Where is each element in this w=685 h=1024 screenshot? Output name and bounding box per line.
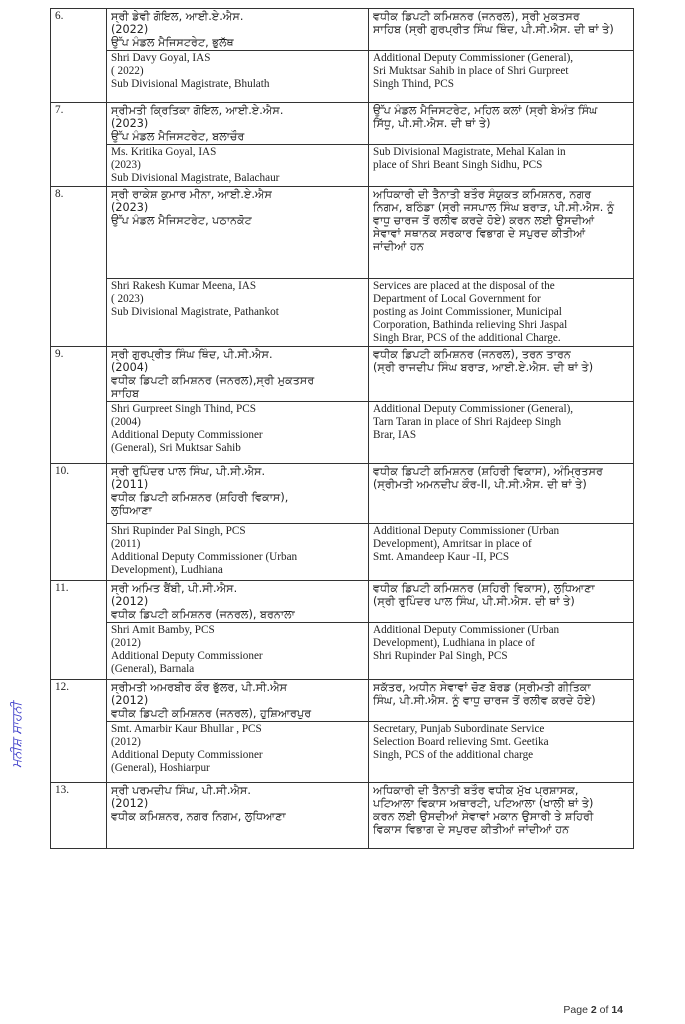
- officer-english-line: (General), Hoshiarpur: [111, 762, 210, 774]
- officer-english-line: Additional Deputy Commissioner: [111, 650, 263, 662]
- officer-english-line: (2011): [111, 538, 141, 550]
- serial-number: 8.: [51, 187, 107, 347]
- posting-english-line: Secretary, Punjab Subordinate Service: [373, 723, 545, 735]
- officer-punjabi-line: ਉੱਪ ਮੰਡਲ ਮੈਜਿਸਟਰੇਟ, ਬਲਾਚੌਰ: [111, 130, 245, 143]
- serial-number: 7.: [51, 103, 107, 187]
- posting-english-line: Development), Ludhiana in place of: [373, 637, 535, 649]
- officer-punjabi: [107, 347, 369, 402]
- serial-number: 10.: [51, 464, 107, 581]
- officer-english-line: ( 2022): [111, 65, 144, 77]
- table-row: [51, 187, 634, 279]
- posting-punjabi-line: ਨਿਗਮ, ਬਠਿੰਡਾ (ਸ੍ਰੀ ਜਸਪਾਲ ਸਿੰਘ ਬਰਾੜ, ਪੀ.ਸੀ.ਐਸ. ਨੂੰ: [373, 201, 615, 214]
- posting-english: [369, 524, 634, 581]
- officer-punjabi-line: (2012): [111, 595, 149, 608]
- officer-punjabi-line: (2012): [111, 797, 149, 810]
- posting-english-line: Singh, PCS of the additional charge: [373, 749, 534, 761]
- posting-punjabi: [369, 783, 634, 849]
- posting-english-line: posting as Joint Commissioner, Municipal: [373, 306, 562, 318]
- page-total: 14: [611, 1004, 623, 1016]
- posting-punjabi-line: ਸਕੱਤਰ, ਅਧੀਨ ਸੇਵਾਵਾਂ ਚੋਣ ਬੋਰਡ (ਸ੍ਰੀਮਤੀ ਗੀਤਿਕਾ: [373, 681, 591, 694]
- officer-english-line: Shri Rakesh Kumar Meena, IAS: [111, 280, 257, 292]
- posting-english: [369, 402, 634, 464]
- posting-english-line: Corporation, Bathinda relieving Shri Jaspal: [373, 319, 568, 331]
- officer-punjabi-line: ਸ੍ਰੀਮਤੀ ਕ੍ਰਿਤਿਕਾ ਗੋਇਲ, ਆਈ.ਏ.ਐਸ.: [111, 104, 284, 117]
- posting-punjabi-line: (ਸ੍ਰੀ ਰੁਪਿੰਦਰ ਪਾਲ ਸਿੰਘ, ਪੀ.ਸੀ.ਐਸ. ਦੀ ਥਾਂ ਤੇ): [373, 595, 575, 608]
- table-row: [51, 51, 634, 103]
- posting-english-line: Smt. Amandeep Kaur -II, PCS: [373, 551, 510, 563]
- officer-english: [107, 524, 369, 581]
- officer-english: [107, 402, 369, 464]
- officer-punjabi: [107, 783, 369, 849]
- officer-punjabi-line: ਵਧੀਕ ਡਿਪਟੀ ਕਮਿਸ਼ਨਰ (ਸ਼ਹਿਰੀ ਵਿਕਾਸ),: [111, 491, 289, 504]
- officer-english-line: ( 2023): [111, 293, 144, 305]
- officer-english-line: Shri Rupinder Pal Singh, PCS: [111, 525, 246, 537]
- posting-punjabi: [369, 9, 634, 51]
- officer-english: [107, 145, 369, 187]
- posting-english: [369, 279, 634, 347]
- officer-punjabi: [107, 680, 369, 722]
- officer-punjabi-line: ਉੱਪ ਮੰਡਲ ਮੈਜਿਸਟਰੇਟ, ਪਠਾਨਕੋਟ: [111, 214, 252, 227]
- officer-punjabi: [107, 464, 369, 524]
- officer-english-line: Smt. Amarbir Kaur Bhullar , PCS: [111, 723, 262, 735]
- serial-number: 9.: [51, 347, 107, 464]
- posting-punjabi-line: (ਸ੍ਰੀ ਰਾਜਦੀਪ ਸਿੰਘ ਬਰਾੜ, ਆਈ.ਏ.ਐਸ. ਦੀ ਥਾਂ ਤੇ): [373, 361, 594, 374]
- posting-punjabi-line: ਵਧੀਕ ਡਿਪਟੀ ਕਮਿਸ਼ਨਰ (ਸ਼ਹਿਰੀ ਵਿਕਾਸ), ਲੁਧਿਆਣਾ: [373, 582, 595, 595]
- officer-english-line: (2012): [111, 637, 141, 649]
- officer-punjabi-line: ਸ੍ਰੀ ਰੁਪਿੰਦਰ ਪਾਲ ਸਿੰਘ, ਪੀ.ਸੀ.ਐਸ.: [111, 465, 266, 478]
- officer-english-line: Shri Amit Bamby, PCS: [111, 624, 215, 636]
- posting-punjabi-line: ਵਿਕਾਸ ਵਿਭਾਗ ਦੇ ਸਪੁਰਦ ਕੀਤੀਆਂ ਜਾਂਦੀਆਂ ਹਨ: [373, 823, 570, 836]
- officer-punjabi-line: ਸ੍ਰੀ ਅਮਿਤ ਬੈਂਬੀ, ਪੀ.ਸੀ.ਐਸ.: [111, 582, 238, 595]
- officer-english-line: Ms. Kritika Goyal, IAS: [111, 146, 217, 158]
- posting-punjabi-line: ਅਧਿਕਾਰੀ ਦੀ ਤੈਨਾਤੀ ਬਤੌਰ ਸੰਯੁਕਤ ਕਮਿਸ਼ਨਰ, ਨਗਰ: [373, 188, 592, 201]
- handwritten-signature: ਮਨੀਸ਼ ਸਾਹਨੀ: [10, 702, 25, 768]
- table-row: [51, 680, 634, 722]
- posting-punjabi-line: ਸਿੱਧੂ, ਪੀ.ਸੀ.ਐਸ. ਦੀ ਥਾਂ ਤੇ): [373, 117, 491, 130]
- officer-punjabi: [107, 581, 369, 623]
- posting-punjabi: [369, 680, 634, 722]
- table-row: [51, 9, 634, 51]
- posting-english: [369, 623, 634, 680]
- posting-punjabi-line: ਉੱਪ ਮੰਡਲ ਮੈਜਿਸਟਰੇਟ, ਮਹਿਲ ਕਲਾਂ (ਸ੍ਰੀ ਬੇਅੰਤ ਸਿੰਘ: [373, 104, 598, 117]
- table-row: [51, 581, 634, 623]
- posting-english-line: Additional Deputy Commissioner (Urban: [373, 525, 560, 537]
- posting-punjabi-line: (ਸ੍ਰੀਮਤੀ ਅਮਨਦੀਪ ਕੌਰ-II, ਪੀ.ਸੀ.ਐਸ. ਦੀ ਥਾਂ ਤੇ): [373, 478, 587, 491]
- posting-english-line: Additional Deputy Commissioner (General),: [373, 52, 574, 64]
- posting-punjabi-line: ਪਟਿਆਲਾ ਵਿਕਾਸ ਅਥਾਰਟੀ, ਪਟਿਆਲਾ (ਖਾਲੀ ਥਾਂ ਤੇ): [373, 797, 594, 810]
- table-row: [51, 103, 634, 145]
- officer-punjabi: [107, 103, 369, 145]
- officer-punjabi-line: ਸ੍ਰੀਮਤੀ ਅਮਰਬੀਰ ਕੌਰ ਭੁੱਲਰ, ਪੀ.ਸੀ.ਐਸ: [111, 681, 288, 694]
- serial-number: 12.: [51, 680, 107, 783]
- officer-punjabi-line: ਵਧੀਕ ਡਿਪਟੀ ਕਮਿਸ਼ਨਰ (ਜਨਰਲ), ਬਰਨਾਲਾ: [111, 608, 295, 621]
- officer-english-line: Shri Gurpreet Singh Thind, PCS: [111, 403, 256, 415]
- table-row: [51, 722, 634, 783]
- posting-punjabi-line: ਸੇਵਾਵਾਂ ਸਥਾਨਕ ਸਰਕਾਰ ਵਿਭਾਗ ਦੇ ਸਪੁਰਦ ਕੀਤੀਆਂ: [373, 227, 586, 240]
- officer-punjabi-line: (2022): [111, 23, 149, 36]
- posting-english-line: Selection Board relieving Smt. Geetika: [373, 736, 549, 748]
- serial-number: 11.: [51, 581, 107, 680]
- table-row: [51, 623, 634, 680]
- page-number: 2: [590, 1004, 597, 1016]
- officer-english-line: Additional Deputy Commissioner (Urban: [111, 551, 298, 563]
- officer-punjabi-line: (2011): [111, 478, 149, 491]
- posting-english-line: Singh Thind, PCS: [373, 78, 454, 90]
- posting-punjabi: [369, 464, 634, 524]
- officer-punjabi: [107, 9, 369, 51]
- posting-english-line: Singh Brar, PCS of the additional Charge.: [373, 332, 561, 344]
- posting-english-line: Sub Divisional Magistrate, Mehal Kalan in: [373, 146, 566, 158]
- officer-english-line: (2023): [111, 159, 141, 171]
- officer-english-line: Additional Deputy Commissioner: [111, 429, 263, 441]
- posting-english: [369, 51, 634, 103]
- posting-punjabi-line: ਵਧੀਕ ਡਿਪਟੀ ਕਮਿਸ਼ਨਰ (ਸ਼ਹਿਰੀ ਵਿਕਾਸ), ਅੰਮ੍ਰਿਤਸਰ: [373, 465, 603, 478]
- officer-english-line: Sub Divisional Magistrate, Pathankot: [111, 306, 279, 318]
- officer-english: [107, 722, 369, 783]
- officer-english: [107, 279, 369, 347]
- officer-english: [107, 51, 369, 103]
- posting-punjabi: [369, 187, 634, 279]
- officer-punjabi-line: ਸ੍ਰੀ ਰਾਕੇਸ਼ ਕੁਮਾਰ ਮੀਨਾ, ਆਈ.ਏ.ਐਸ: [111, 188, 272, 201]
- posting-punjabi-line: ਵਧੀਕ ਡਿਪਟੀ ਕਮਿਸ਼ਨਰ (ਜਨਰਲ), ਸ੍ਰੀ ਮੁਕਤਸਰ: [373, 10, 580, 23]
- officer-english: [107, 623, 369, 680]
- officer-english-line: (General), Sri Muktsar Sahib: [111, 442, 241, 454]
- officer-english-line: Sub Divisional Magistrate, Bhulath: [111, 78, 270, 90]
- officer-punjabi-line: ਵਧੀਕ ਡਿਪਟੀ ਕਮਿਸ਼ਨਰ (ਜਨਰਲ), ਹੁਸ਼ਿਆਰਪੁਰ: [111, 707, 312, 720]
- posting-english-line: Tarn Taran in place of Shri Rajdeep Singh: [373, 416, 562, 428]
- officer-english-line: Shri Davy Goyal, IAS: [111, 52, 211, 64]
- table-body: [51, 9, 634, 849]
- officer-english-line: Additional Deputy Commissioner: [111, 749, 263, 761]
- table-row: [51, 464, 634, 524]
- posting-punjabi: [369, 581, 634, 623]
- officer-punjabi-line: ਵਧੀਕ ਡਿਪਟੀ ਕਮਿਸ਼ਨਰ (ਜਨਰਲ),ਸ੍ਰੀ ਮੁਕਤਸਰ: [111, 374, 315, 387]
- officer-punjabi-line: (2023): [111, 201, 149, 214]
- serial-number: 13.: [51, 783, 107, 849]
- officer-punjabi-line: (2012): [111, 694, 149, 707]
- posting-english: [369, 722, 634, 783]
- table-row: [51, 145, 634, 187]
- posting-punjabi-line: ਕਰਨ ਲਈ ਉਸਦੀਆਂ ਸੇਵਾਵਾਂ ਮਕਾਨ ਉਸਾਰੀ ਤੇ ਸ਼ਹਿਰੀ: [373, 810, 594, 823]
- posting-english-line: Additional Deputy Commissioner (Urban: [373, 624, 560, 636]
- table-row: [51, 347, 634, 402]
- posting-punjabi-line: ਅਧਿਕਾਰੀ ਦੀ ਤੈਨਾਤੀ ਬਤੌਰ ਵਧੀਕ ਮੁੱਖ ਪ੍ਰਸ਼ਾਸਕ,: [373, 784, 579, 797]
- posting-punjabi-line: ਸਿੰਘ, ਪੀ.ਸੀ.ਐਸ. ਨੂੰ ਵਾਧੂ ਚਾਰਜ ਤੋਂ ਰਲੀਵ ਕਰਦੇ ਹੋਏ): [373, 694, 596, 707]
- posting-punjabi-line: ਸਾਹਿਬ (ਸ੍ਰੀ ਗੁਰਪ੍ਰੀਤ ਸਿੰਘ ਥਿੰਦ, ਪੀ.ਸੀ.ਐਸ. ਦੀ ਥਾਂ ਤੇ): [373, 23, 614, 36]
- posting-punjabi-line: ਵਧੀਕ ਡਿਪਟੀ ਕਮਿਸ਼ਨਰ (ਜਨਰਲ), ਤਰਨ ਤਾਰਨ: [373, 348, 571, 361]
- officer-english-line: Development), Ludhiana: [111, 564, 223, 576]
- officer-english-line: (2012): [111, 736, 141, 748]
- posting-punjabi: [369, 347, 634, 402]
- table-row: [51, 524, 634, 581]
- transfer-orders-table: [50, 8, 634, 849]
- posting-english-line: Brar, IAS: [373, 429, 417, 441]
- table-row: [51, 402, 634, 464]
- officer-punjabi-line: ਵਧੀਕ ਕਮਿਸ਼ਨਰ, ਨਗਰ ਨਿਗਮ, ਲੁਧਿਆਣਾ: [111, 810, 286, 823]
- officer-punjabi-line: ਸ੍ਰੀ ਪਰਮਦੀਪ ਸਿੰਘ, ਪੀ.ਸੀ.ਐਸ.: [111, 784, 251, 797]
- posting-english-line: Development), Amritsar in place of: [373, 538, 532, 550]
- officer-punjabi-line: ਉੱਪ ਮੰਡਲ ਮੈਜਿਸਟਰੇਟ, ਭੁਲੱਥ: [111, 36, 234, 49]
- posting-english-line: Sri Muktsar Sahib in place of Shri Gurpreet: [373, 65, 569, 77]
- officer-punjabi-line: (2023): [111, 117, 149, 130]
- page-footer-prefix: Page: [563, 1004, 588, 1016]
- officer-punjabi-line: ਸਾਹਿਬ: [111, 387, 140, 400]
- officer-punjabi-line: ਸ੍ਰੀ ਡੇਵੀ ਗੋਇਲ, ਆਈ.ਏ.ਐਸ.: [111, 10, 244, 23]
- posting-english: [369, 145, 634, 187]
- posting-english-line: Department of Local Government for: [373, 293, 541, 305]
- posting-punjabi: [369, 103, 634, 145]
- officer-english-line: (2004): [111, 416, 141, 428]
- officer-punjabi: [107, 187, 369, 279]
- officer-punjabi-line: ਸ੍ਰੀ ਗੁਰਪ੍ਰੀਤ ਸਿੰਘ ਥਿੰਦ, ਪੀ.ਸੀ.ਐਸ.: [111, 348, 273, 361]
- posting-punjabi-line: ਜਾਂਦੀਆਂ ਹਨ: [373, 240, 424, 253]
- page-footer-sep: of: [599, 1004, 609, 1016]
- posting-english-line: Services are placed at the disposal of the: [373, 280, 555, 292]
- officer-punjabi-line: ਲੁਧਿਆਣਾ: [111, 504, 152, 517]
- posting-english-line: place of Shri Beant Singh Sidhu, PCS: [373, 159, 543, 171]
- table-row: [51, 279, 634, 347]
- table-row: [51, 783, 634, 849]
- posting-english-line: Additional Deputy Commissioner (General),: [373, 403, 574, 415]
- serial-number: 6.: [51, 9, 107, 103]
- posting-english-line: Shri Rupinder Pal Singh, PCS: [373, 650, 508, 662]
- page-footer: [563, 1004, 623, 1016]
- officer-english-line: (General), Barnala: [111, 663, 195, 675]
- posting-punjabi-line: ਵਾਧੂ ਚਾਰਜ ਤੋਂ ਰਲੀਵ ਕਰਦੇ ਹੋਏ) ਕਰਨ ਲਈ ਉਸਦੀਆਂ: [373, 214, 595, 227]
- officer-english-line: Sub Divisional Magistrate, Balachaur: [111, 172, 280, 184]
- officer-punjabi-line: (2004): [111, 361, 149, 374]
